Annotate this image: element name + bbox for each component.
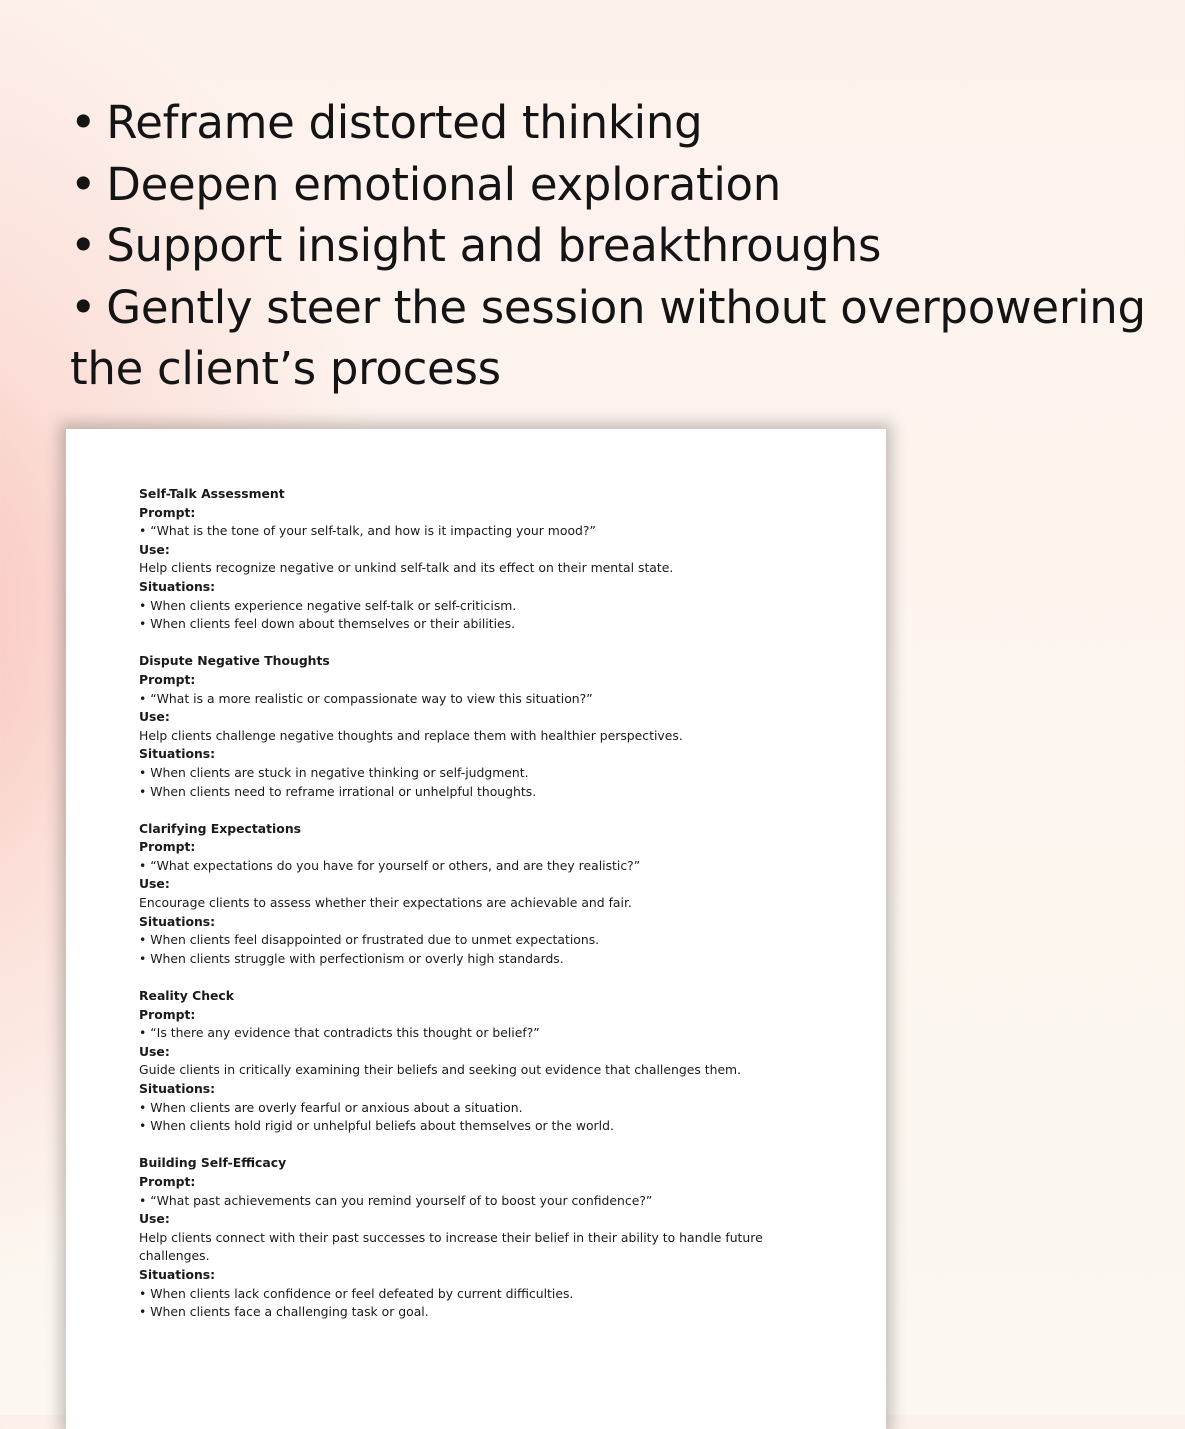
use-label: Use:	[139, 876, 170, 892]
situations-label: Situations:	[139, 913, 216, 929]
headline-item	[70, 215, 1150, 277]
prompt-label: Prompt:	[139, 1173, 196, 1189]
headline-item-text: Support insight and breakthroughs	[106, 219, 882, 272]
situation-item: • When clients are stuck in negative thinking or self-judgment.	[139, 764, 529, 780]
situations-label: Situations:	[139, 1266, 216, 1282]
situation-item: • When clients hold rigid or unhelpful beliefs about themselves or the world.	[139, 1118, 614, 1134]
headline-item	[70, 277, 1150, 339]
headline-continuation: the client’s process	[70, 342, 501, 395]
headline-item	[70, 154, 1150, 216]
document-preview	[66, 429, 886, 1429]
headline-item-text: Reframe distorted thinking	[106, 96, 703, 149]
prompt-text: • “Is there any evidence that contradicts this thought or belief?”	[139, 1025, 540, 1041]
section-reality-check	[139, 987, 829, 1136]
prompt-text: • “What past achievements can you remind yourself of to boost your confidence?”	[139, 1192, 653, 1208]
situation-item: • When clients face a challenging task or goal.	[139, 1304, 429, 1320]
use-text: Encourage clients to assess whether their expectations are achievable and fair.	[139, 895, 632, 911]
situation-item: • When clients need to reframe irrational or unhelpful thoughts.	[139, 783, 537, 799]
section-title: Dispute Negative Thoughts	[139, 653, 330, 669]
situation-item: • When clients lack confidence or feel defeated by current difficulties.	[139, 1285, 574, 1301]
use-label: Use:	[139, 709, 170, 725]
bullet-icon: •	[70, 280, 97, 334]
prompt-label: Prompt:	[139, 1006, 196, 1022]
prompt-text: • “What is the tone of your self-talk, and how is it impacting your mood?”	[139, 523, 596, 539]
use-label: Use:	[139, 541, 170, 557]
headline-item	[70, 92, 1150, 154]
prompt-label: Prompt:	[139, 504, 196, 520]
section-clarifying-expectations	[139, 820, 829, 969]
situations-label: Situations:	[139, 746, 216, 762]
use-text: Guide clients in critically examining their beliefs and seeking out evidence that challenges them.	[139, 1062, 742, 1078]
section-dispute-negative-thoughts	[139, 652, 829, 801]
use-text: Help clients challenge negative thoughts and replace them with healthier perspectives.	[139, 727, 683, 743]
section-title: Building Self-Efficacy	[139, 1155, 287, 1171]
bullet-icon: •	[70, 96, 97, 149]
prompt-label: Prompt:	[139, 671, 196, 687]
prompt-label: Prompt:	[139, 839, 196, 855]
bullet-icon: •	[70, 219, 97, 272]
headline-item-text: Gently steer the session without overpowering	[106, 280, 1146, 334]
section-title: Reality Check	[139, 988, 235, 1004]
section-title: Self-Talk Assessment	[139, 486, 285, 501]
section-self-talk-assessment	[139, 485, 829, 634]
headline-item-text: Deepen emotional exploration	[106, 157, 781, 211]
situation-item: • When clients struggle with perfectionism or overly high standards.	[139, 950, 564, 966]
situation-item: • When clients feel disappointed or frustrated due to unmet expectations.	[139, 932, 600, 948]
situations-label: Situations:	[139, 1081, 216, 1096]
use-text: Help clients recognize negative or unkind self-talk and its effect on their mental state.	[139, 560, 674, 576]
section-title: Clarifying Expectations	[139, 820, 302, 836]
situations-label: Situations:	[139, 578, 216, 594]
prompt-text: • “What is a more realistic or compassionate way to view this situation?”	[139, 690, 593, 706]
prompt-text: • “What expectations do you have for yourself or others, and are they realistic?”	[139, 857, 641, 873]
bullet-icon: •	[70, 157, 97, 211]
use-text: Help clients connect with their past successes to increase their belief in their ability to handle future challenges.	[139, 1229, 763, 1264]
situation-item: • When clients are overly fearful or anxious about a situation.	[139, 1099, 523, 1115]
situation-item: • When clients feel down about themselves or their abilities.	[139, 616, 516, 632]
use-label: Use:	[139, 1211, 170, 1227]
headline-bullet-list	[70, 92, 1150, 400]
section-building-self-efficacy	[139, 1154, 829, 1321]
document-content	[139, 485, 829, 1340]
situation-item: • When clients experience negative self-talk or self-criticism.	[139, 597, 517, 613]
use-label: Use:	[139, 1043, 170, 1059]
